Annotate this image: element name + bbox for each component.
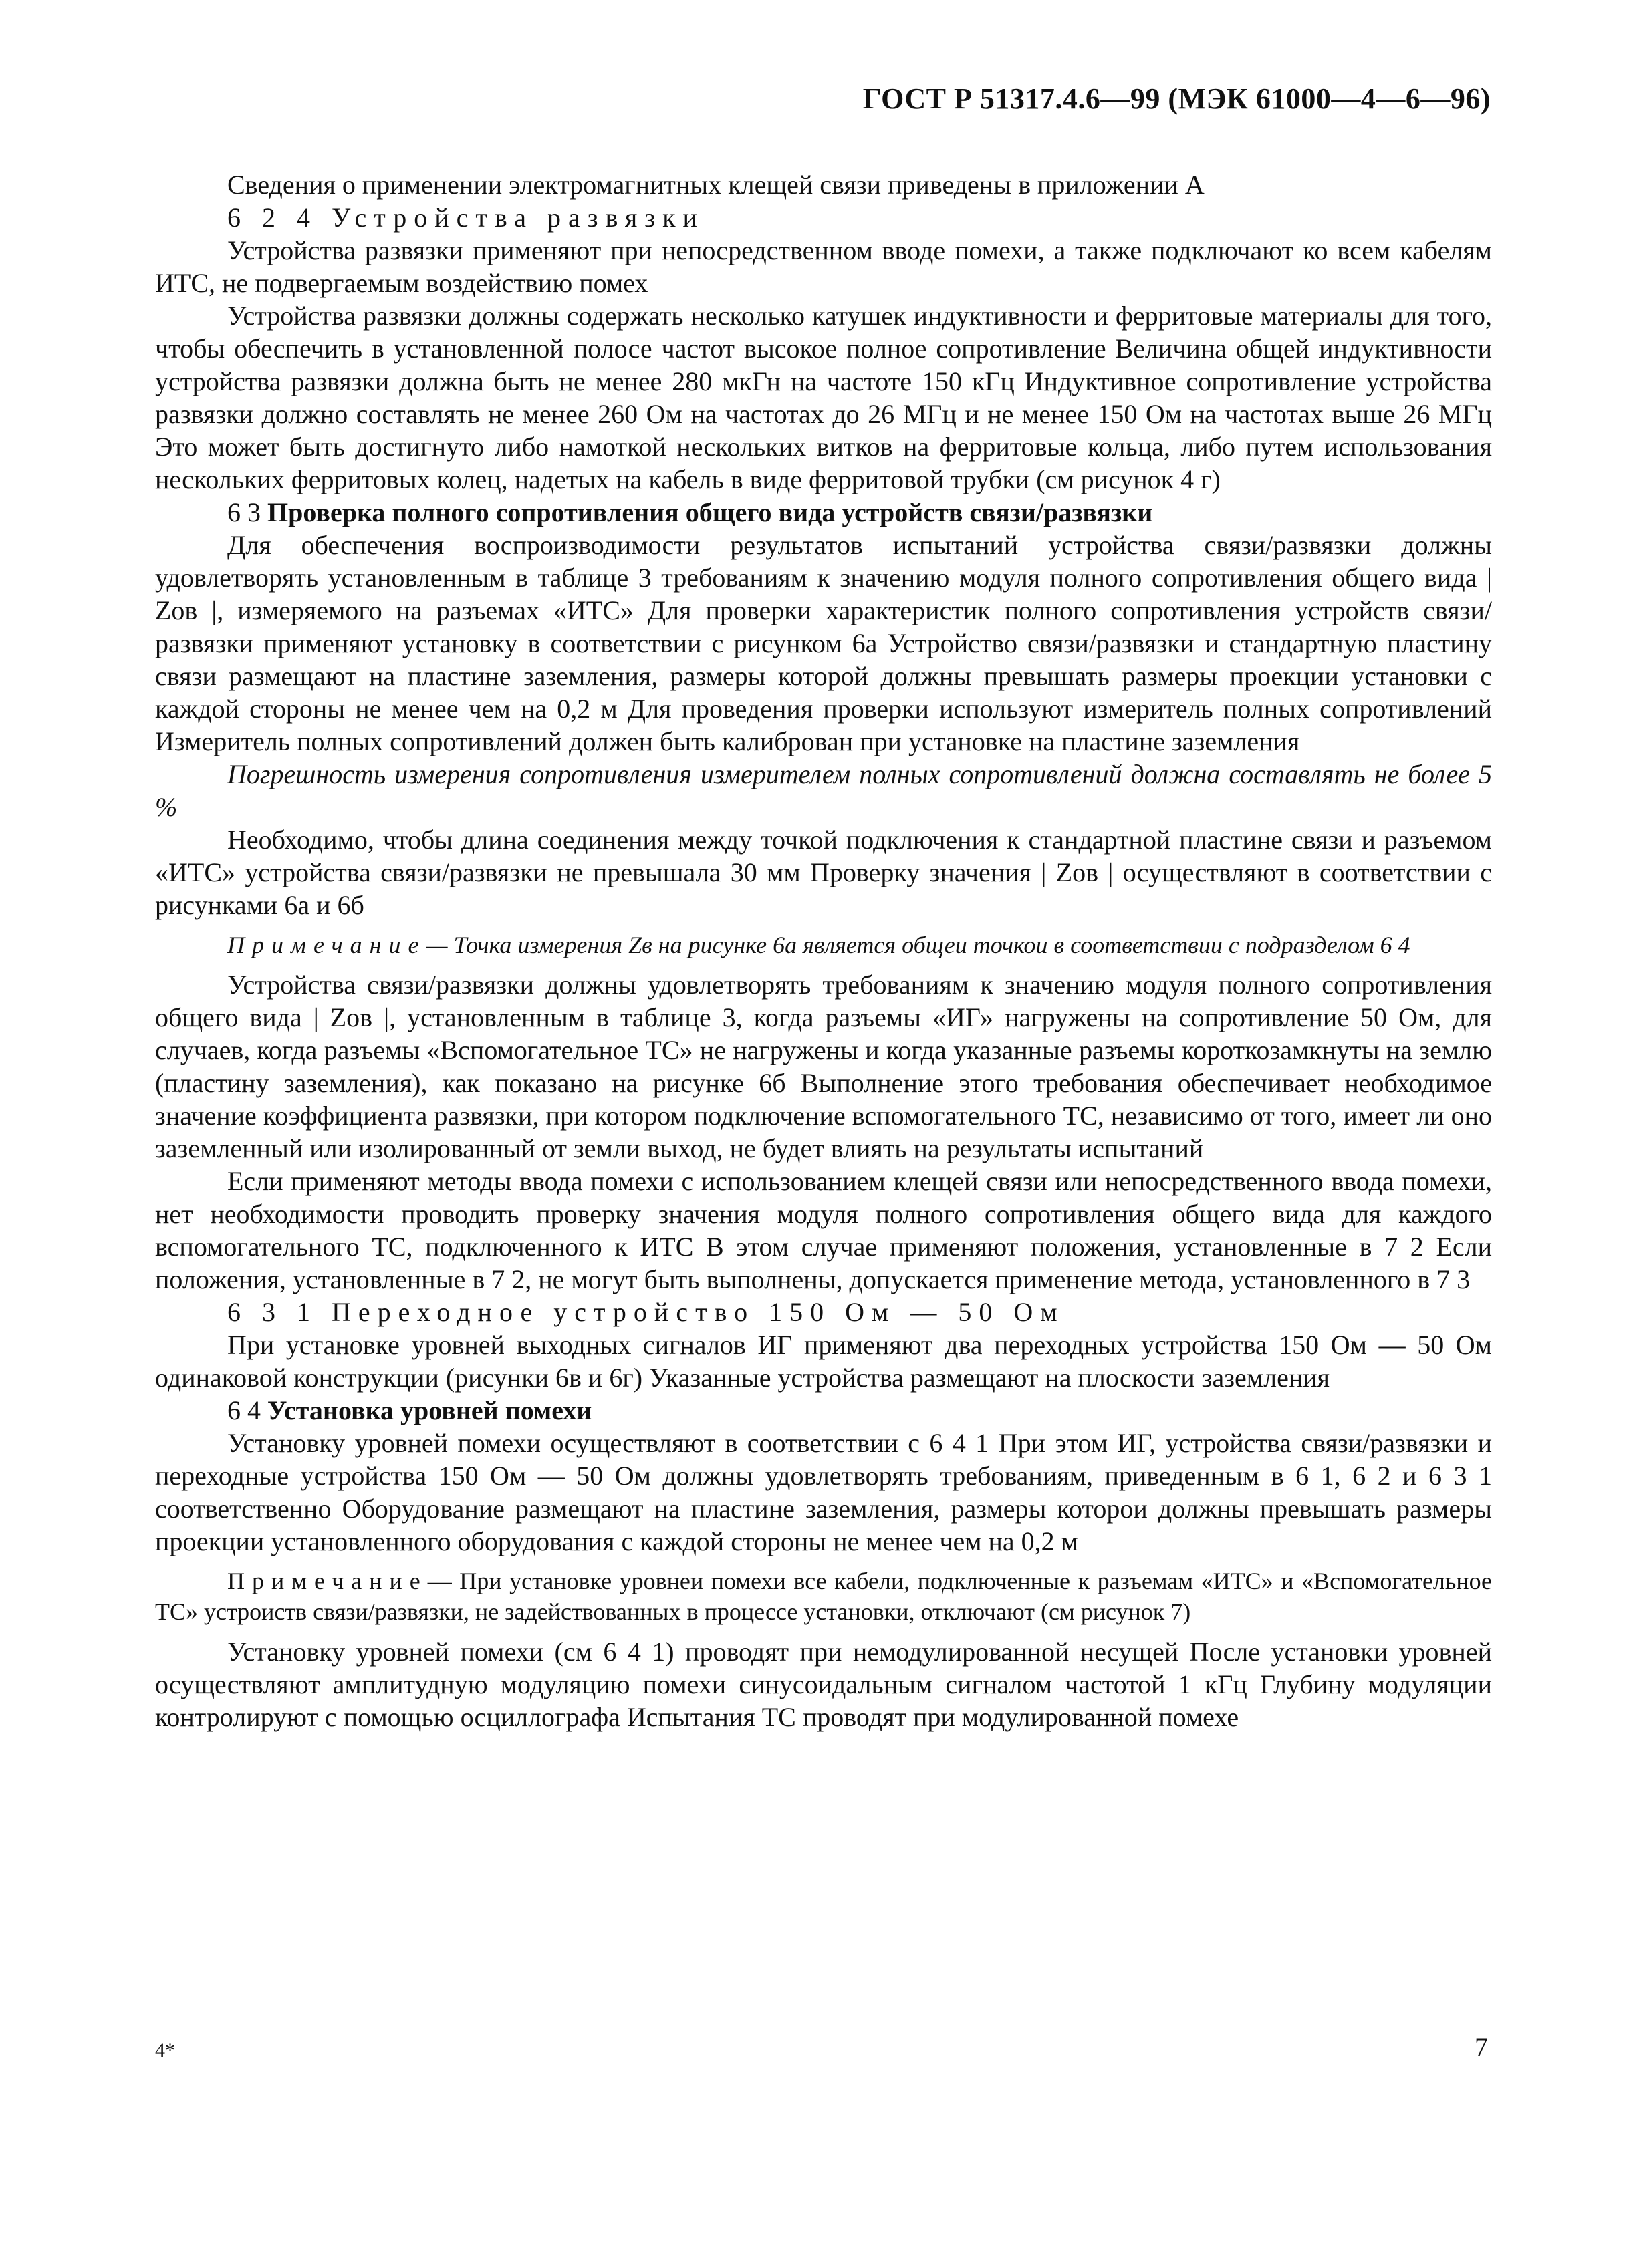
section-number: 6 4	[227, 1395, 261, 1425]
page-number: 7	[1475, 2032, 1488, 2062]
note-label: Примечание	[227, 1568, 428, 1594]
note	[155, 1566, 1492, 1627]
paragraph: Установку уровней помехи (см 6 4 1) проводят при немодулированной несущей После установки уровней осуществляют амплитудную модуляцию помехи синусоидальным сигналом частотой 1 кГц Глубину модуляции контролируют с помощью осциллографа Испытания ТС проводят при модулированной помехе	[155, 1637, 1492, 1732]
section-heading-6-3-1: 6 3 1 Переходное устройство 150 Ом — 50 Ом	[227, 1297, 1065, 1327]
section-number: 6 3	[227, 497, 261, 527]
sheet-mark: 4*	[155, 2039, 175, 2062]
section-heading-6-3	[155, 496, 1492, 529]
page-header-standard-title: ГОСТ Р 51317.4.6—99 (МЭК 61000—4—6—96)	[862, 82, 1491, 115]
note-text: — Точка измерения Zв на рисунке 6а является общеи точкои в соответствии с подразделом 6 4	[426, 932, 1410, 958]
paragraph: Если применяют методы ввода помехи с использованием клещей связи или непосредственного ввода помехи, нет необходимости проводить проверку значения модуля полного сопротивления общего вида для каждого вспомогательного ТС, подключенного к ИТС В этом случае применяют положения, установленные в 7 2 Если положения, установленные в 7 2, не могут быть выполнены, допускается применение метода, установленного в 7 3	[155, 1166, 1492, 1294]
paragraph: Необходимо, чтобы длина соединения между точкой подключения к стандартной пластине связи и разъемом «ИТС» устройства связи/развязки не превышала 30 мм Проверку значения | Zов | осуществляют в соответствии с рисунками 6а и 6б	[155, 825, 1492, 920]
paragraph: Для обеспечения воспроизводимости результатов испытаний устройства связи/развязки должны удовлетворять установленным в таблице 3 требованиям к значению модуля полного сопротивления общего вида | Zов |, измеряемого на разъемах «ИТС» Для проверки характеристик полного сопротивления устройств связи/развязки применяют установку в соответствии с рисунком 6а Устройство связи/развязки и стандартную пластину связи размещают на пластине заземления, размеры которой должны превышать размеры проекции установки с каждой стороны не менее чем на 0,2 м Для проведения проверки используют измеритель полных сопротивлений Измеритель полных сопротивлений должен быть калиброван при установке на пластине заземления	[155, 530, 1492, 756]
section-title: Установка уровней помехи	[267, 1395, 592, 1425]
note	[155, 930, 1492, 960]
paragraph: Устройства развязки должны содержать несколько катушек индуктивности и ферритовые материалы для того, чтобы обеспечить в установленной полосе частот высокое полное сопротивление Величина общей индуктивности устройства развязки должна быть не менее 280 мкГн на частоте 150 кГц Индуктивное сопротивление устройства развязки должно составлять не менее 260 Ом на частотах до 26 МГц и не менее 150 Ом на частотах выше 26 МГц Это может быть достигнуто либо намоткой нескольких витков на ферритовые кольца, либо путем использования нескольких ферритовых колец, надетых на кабель в виде ферритовой трубки (см рисунок 4 г)	[155, 301, 1492, 494]
note-label: Примечание	[227, 932, 426, 958]
paragraph: Устройства развязки применяют при непосредственном вводе помехи, а также подключают ко всем кабелям ИТС, не подвергаемым воздействию помех	[155, 235, 1492, 298]
section-heading-6-4	[155, 1394, 1492, 1427]
paragraph: Сведения о применении электромагнитных клещей связи приведены в приложении А	[227, 170, 1205, 200]
section-title: Проверка полного сопротивления общего вида устройств связи/развязки	[267, 497, 1153, 527]
paragraph-italic: Погрешность измерения сопротивления измерителем полных сопротивлений должна составлять не более 5 %	[155, 759, 1492, 822]
document-body	[155, 168, 1492, 1733]
note-text: — При установке уровнеи помехи все кабели, подключенные к разъемам «ИТС» и «Вспомогательное ТС» устроиств связи/развязки, не задействованных в процессе установки, отключают (см рисунок 7)	[155, 1568, 1492, 1625]
section-heading-6-2-4: 6 2 4 Устройства развязки	[227, 202, 705, 233]
paragraph: При установке уровней выходных сигналов ИГ применяют два переходных устройства 150 Ом — 50 Ом одинаковой конструкции (рисунки 6в и 6г) Указанные устройства размещают на плоскости заземления	[155, 1330, 1492, 1393]
paragraph: Устройства связи/развязки должны удовлетворять требованиям к значению модуля полного сопротивления общего вида | Zов |, установленным в таблице 3, когда разъемы «ИГ» нагружены на сопротивление 50 Ом, для случаев, когда разъемы «Вспомогательное ТС» не нагружены и когда указанные разъемы короткозамкнуты на землю (пластину заземления), как показано на рисунке 6б Выполнение этого требования обеспечивает необходимое значение коэффициента развязки, при котором подключение вспомогательного ТС, независимо от того, имеет ли оно заземленный или изолированный от земли выход, не будет влиять на результаты испытаний	[155, 970, 1492, 1163]
paragraph: Установку уровней помехи осуществляют в соответствии с 6 4 1 При этом ИГ, устройства связи/развязки и переходные устройства 150 Ом — 50 Ом должны удовлетворять требованиям, приведенным в 6 1, 6 2 и 6 3 1 соответственно Оборудование размещают на пластине заземления, размеры которои должны превышать размеры проекции установленного оборудования с каждой стороны не менее чем на 0,2 м	[155, 1428, 1492, 1556]
